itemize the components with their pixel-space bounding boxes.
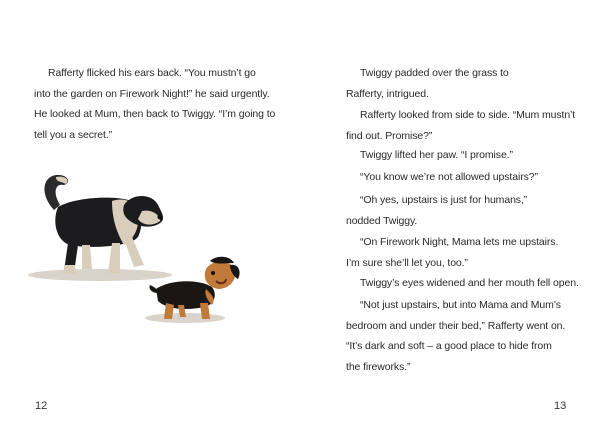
text-line: nodded Twiggy. xyxy=(346,214,418,227)
right-page xyxy=(300,0,600,432)
paragraph xyxy=(346,295,565,377)
text-line: “Oh yes, upstairs is just for humans,” xyxy=(360,194,528,206)
text-line: I’m sure she’ll let you, too.” xyxy=(346,256,468,269)
text-line: “On Firework Night, Mama lets me upstairs. xyxy=(360,236,559,248)
text-line: He looked at Mum, then back to Twiggy. “I’m going to xyxy=(34,108,276,120)
text-line: bedroom and under their bed,” Rafferty went on. xyxy=(346,319,566,332)
text-line: “It’s dark and soft – a good place to hide from xyxy=(346,340,552,352)
text-line: “You know we’re not allowed upstairs?” xyxy=(360,171,538,183)
paragraph xyxy=(346,167,538,188)
paragraph xyxy=(34,63,275,145)
paragraph xyxy=(346,105,575,146)
text-line: Twiggy’s eyes widened and her mouth fell open. xyxy=(360,277,579,289)
text-line: Rafferty, intrigued. xyxy=(346,87,429,100)
text-line: Twiggy padded over the grass to xyxy=(360,67,509,79)
text-line: “Not just upstairs, but into Mama and Mum’s xyxy=(360,299,561,311)
paragraph xyxy=(346,145,513,166)
text-line: into the garden on Firework Night!” he said urgently. xyxy=(34,87,270,100)
paragraph xyxy=(346,232,558,273)
paragraph xyxy=(346,273,579,294)
text-line: Rafferty looked from side to side. “Mum mustn’t xyxy=(360,109,576,121)
text-line: Twiggy lifted her paw. “I promise.” xyxy=(360,149,513,161)
paragraph xyxy=(346,190,527,231)
paragraph xyxy=(346,63,509,104)
dogs-illustration xyxy=(20,165,260,335)
text-line: tell you a secret.” xyxy=(34,128,113,141)
page-number: 13 xyxy=(554,400,567,412)
text-line: find out. Promise?” xyxy=(346,129,433,142)
text-line: Rafferty flicked his ears back. “You mustn’t go xyxy=(48,67,256,79)
text-line: the fireworks.” xyxy=(346,360,411,373)
page-number: 12 xyxy=(35,400,48,412)
